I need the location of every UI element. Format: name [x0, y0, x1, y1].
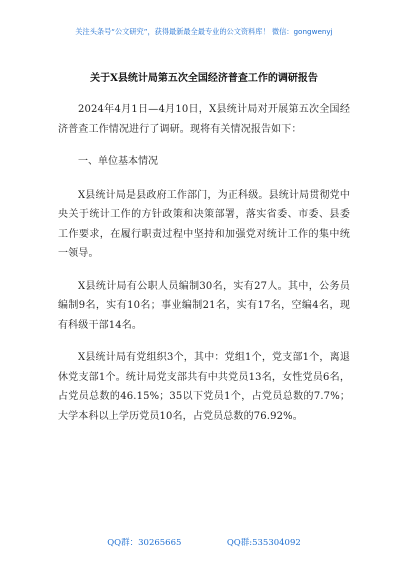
body-paragraph: X县统计局有公职人员编制30名，实有27人。其中，公务员编制9名，实有10名；事业编制21名，实有17名，空编4名，现有科级干部14名。: [58, 280, 350, 331]
section-heading: 一、单位基本情况: [78, 156, 158, 167]
document-body: [58, 100, 350, 439]
footer-contact: [0, 536, 408, 548]
body-paragraph: X县统计局有党组织3个，其中：党组1个，党支部1个，离退休党支部1个。统计局党支部共有中共党员13名，女性党员6名，占党员总数的46.15%；35以下党员1个，占党员总数的7.7%；大学本科以上学历党员10名，占党员总数的76.92%。: [58, 352, 350, 422]
footer-qq-group-1: QQ群：30265665: [107, 538, 182, 548]
document-title: 关于X县统计局第五次全国经济普查工作的调研报告: [90, 73, 318, 84]
body-paragraph: X县统计局是县政府工作部门，为正科级。县统计局贯彻党中央关于统计工作的方针政策和决策部署，落实省委、市委、县委工作要求，在履行职责过程中坚持和加强党对统计工作的集中统一领导。: [58, 189, 350, 259]
footer-qq-group-2: QQ群:535304092: [226, 538, 301, 548]
header-notice: 关注头条号“公文研究”，获得最新最全最专业的公文资料库！ 微信：gongwenyj: [75, 27, 333, 36]
intro-paragraph: 2024年4月1日—4月10日，X县统计局对开展第五次全国经济普查工作情况进行了调研。现将有关情况报告如下：: [58, 104, 350, 135]
